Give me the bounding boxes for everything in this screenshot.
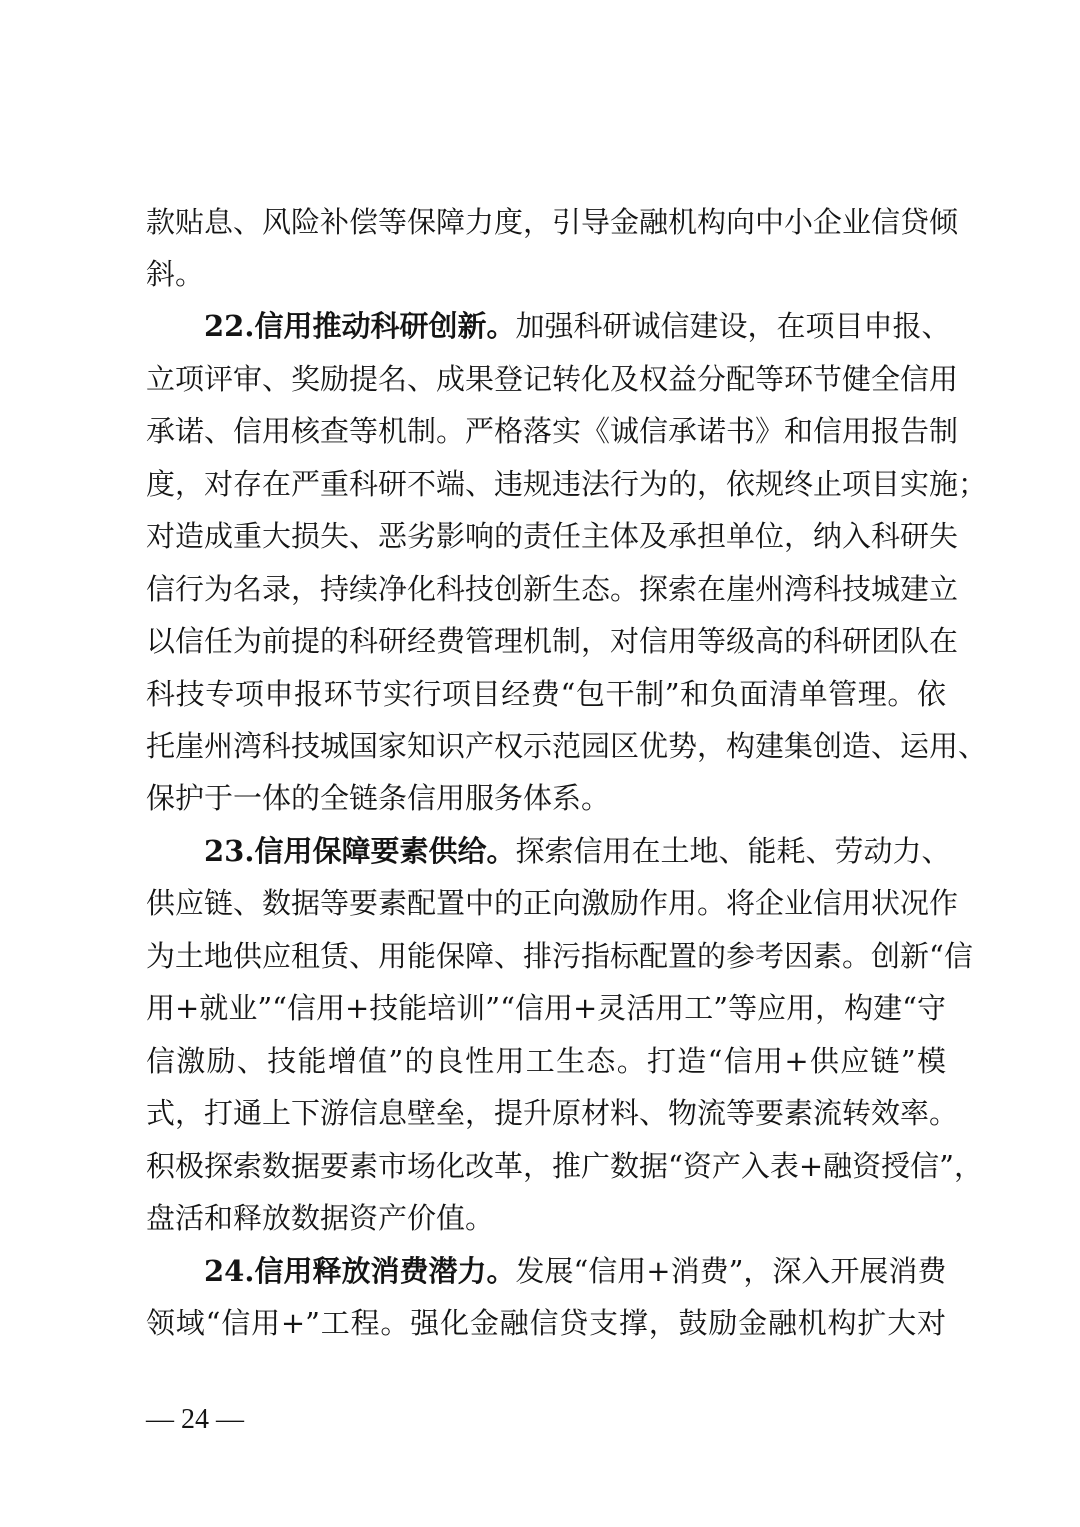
- body-line: 信激励、技能增值”的良性用工生态。打造“信用+供应链”模: [146, 1044, 946, 1078]
- body-line: 为土地供应租赁、用能保障、排污指标配置的参考因素。创新“信: [146, 939, 973, 973]
- page-number: — 24 —: [146, 1404, 244, 1435]
- body-line: 对造成重大损失、恶劣影响的责任主体及承担单位，纳入科研失: [146, 519, 959, 553]
- body-line: 积极探索数据要素市场化改革，推广数据“资产入表+融资授信”，: [146, 1149, 983, 1183]
- body-line: 供应链、数据等要素配置中的正向激励作用。将企业信用状况作: [146, 886, 959, 920]
- body-line: 用+就业”“信用+技能培训”“信用+灵活用工”等应用，构建“守: [146, 991, 946, 1025]
- section-23-line: [204, 831, 951, 871]
- body-line: 式，打通上下游信息壁垒，提升原材料、物流等要素流转效率。: [146, 1096, 959, 1130]
- body-line: 承诺、信用核查等机制。严格落实《诚信承诺书》和信用报告制: [146, 414, 959, 448]
- body-line: 以信任为前提的科研经费管理机制，对信用等级高的科研团队在: [146, 624, 959, 658]
- body-line: 盘活和释放数据资产价值。: [146, 1201, 495, 1235]
- body-line: 款贴息、风险补偿等保障力度，引导金融机构向中小企业信贷倾: [146, 205, 959, 239]
- body-text: 探索信用在土地、能耗、劳动力、: [515, 834, 951, 868]
- body-line: 立项评审、奖励提名、成果登记转化及权益分配等环节健全信用: [146, 362, 959, 396]
- body-line: 科技专项申报环节实行项目经费“包干制”和负面清单管理。依: [146, 677, 946, 711]
- body-text: 发展“信用+消费”，深入开展消费: [515, 1254, 947, 1288]
- section-heading-22: 22.信用推动科研创新。: [204, 309, 516, 343]
- section-22-line: [204, 306, 951, 346]
- body-line: 领域“信用+”工程。强化金融信贷支撑，鼓励金融机构扩大对: [146, 1306, 946, 1340]
- body-line: 托崖州湾科技城国家知识产权示范园区优势，构建集创造、运用、: [146, 729, 988, 763]
- body-line: 斜。: [146, 257, 205, 291]
- body-line: 度，对存在严重科研不端、违规违法行为的，依规终止项目实施；: [146, 467, 988, 501]
- body-line: 信行为名录，持续净化科技创新生态。探索在崖州湾科技城建立: [146, 572, 959, 606]
- body-line: 保护于一体的全链条信用服务体系。: [146, 781, 611, 815]
- section-24-line: [204, 1251, 946, 1291]
- section-heading-23: 23.信用保障要素供给。: [204, 834, 516, 868]
- body-text: 加强科研诚信建设，在项目申报、: [515, 309, 951, 343]
- section-heading-24: 24.信用释放消费潜力。: [204, 1254, 516, 1288]
